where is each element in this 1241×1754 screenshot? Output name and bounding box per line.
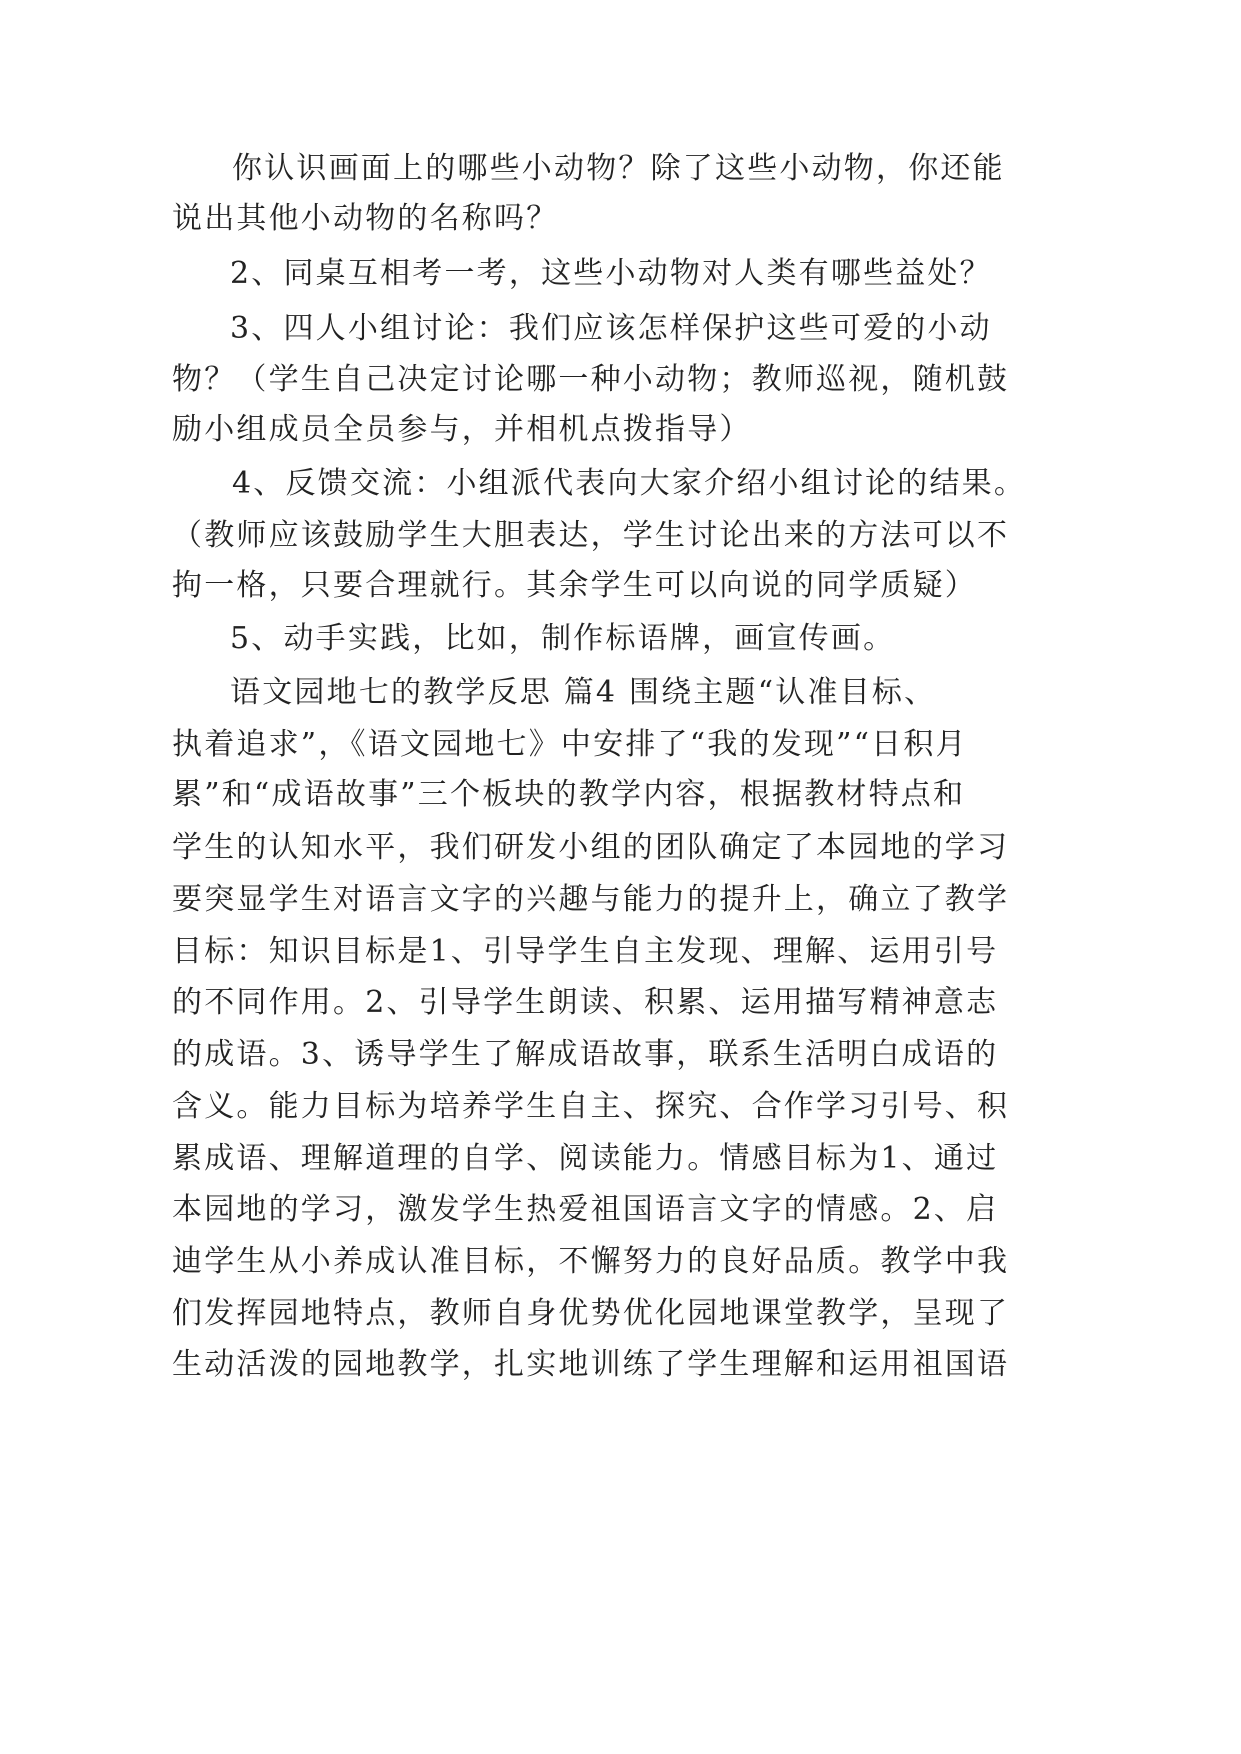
text-line: 励小组成员全员参与，并相机点拨指导） xyxy=(172,412,752,447)
text-line: 要突显学生对语言文字的兴趣与能力的提升上，确立了教学 xyxy=(172,882,1010,917)
text-line: （教师应该鼓励学生大胆表达，学生讨论出来的方法可以不 xyxy=(172,518,1010,553)
text-line: 们发挥园地特点，教师自身优势优化园地课堂教学，呈现了 xyxy=(172,1296,1010,1331)
text-line: 物？（学生自己决定讨论哪一种小动物；教师巡视，随机鼓 xyxy=(172,362,1010,397)
text-line: 累”和“成语故事”三个板块的教学内容，根据教材特点和 xyxy=(172,777,966,812)
text-line: 3、四人小组讨论：我们应该怎样保护这些可爱的小动 xyxy=(230,311,992,346)
text-line: 执着追求”，《语文园地七》中安排了“我的发现”“日积月 xyxy=(172,727,968,762)
text-line: 生动活泼的园地教学，扎实地训练了学生理解和运用祖国语 xyxy=(172,1347,1010,1382)
text-line: 本园地的学习，激发学生热爱祖国语言文字的情感。2、启 xyxy=(172,1192,999,1227)
text-line: 迪学生从小养成认准目标，不懈努力的良好品质。教学中我 xyxy=(172,1244,1010,1279)
text-line: 拘一格，只要合理就行。其余学生可以向说的同学质疑） xyxy=(172,568,977,603)
text-line: 的不同作用。2、引导学生朗读、积累、运用描写精神意志 xyxy=(172,985,999,1020)
text-line: 5、动手实践，比如，制作标语牌，画宣传画。 xyxy=(230,621,896,656)
text-line: 语文园地七的教学反思 篇4 围绕主题“认准目标、 xyxy=(230,675,937,710)
text-line: 4、反馈交流：小组派代表向大家介绍小组讨论的结果。 xyxy=(232,466,1027,501)
text-line: 含义。能力目标为培养学生自主、探究、合作学习引号、积 xyxy=(172,1089,1010,1124)
text-line: 目标：知识目标是1、引导学生自主发现、理解、运用引号 xyxy=(172,934,999,969)
text-line: 的成语。3、诱导学生了解成语故事，联系生活明白成语的 xyxy=(172,1037,999,1072)
text-line: 说出其他小动物的名称吗？ xyxy=(172,201,559,236)
text-line: 学生的认知水平，我们研发小组的团队确定了本园地的学习 xyxy=(172,830,1010,865)
text-line: 你认识画面上的哪些小动物？除了这些小动物，你还能 xyxy=(232,151,1005,186)
text-line: 累成语、理解道理的自学、阅读能力。情感目标为1、通过 xyxy=(172,1141,999,1176)
text-line: 2、同桌互相考一考，这些小动物对人类有哪些益处？ xyxy=(230,256,992,291)
